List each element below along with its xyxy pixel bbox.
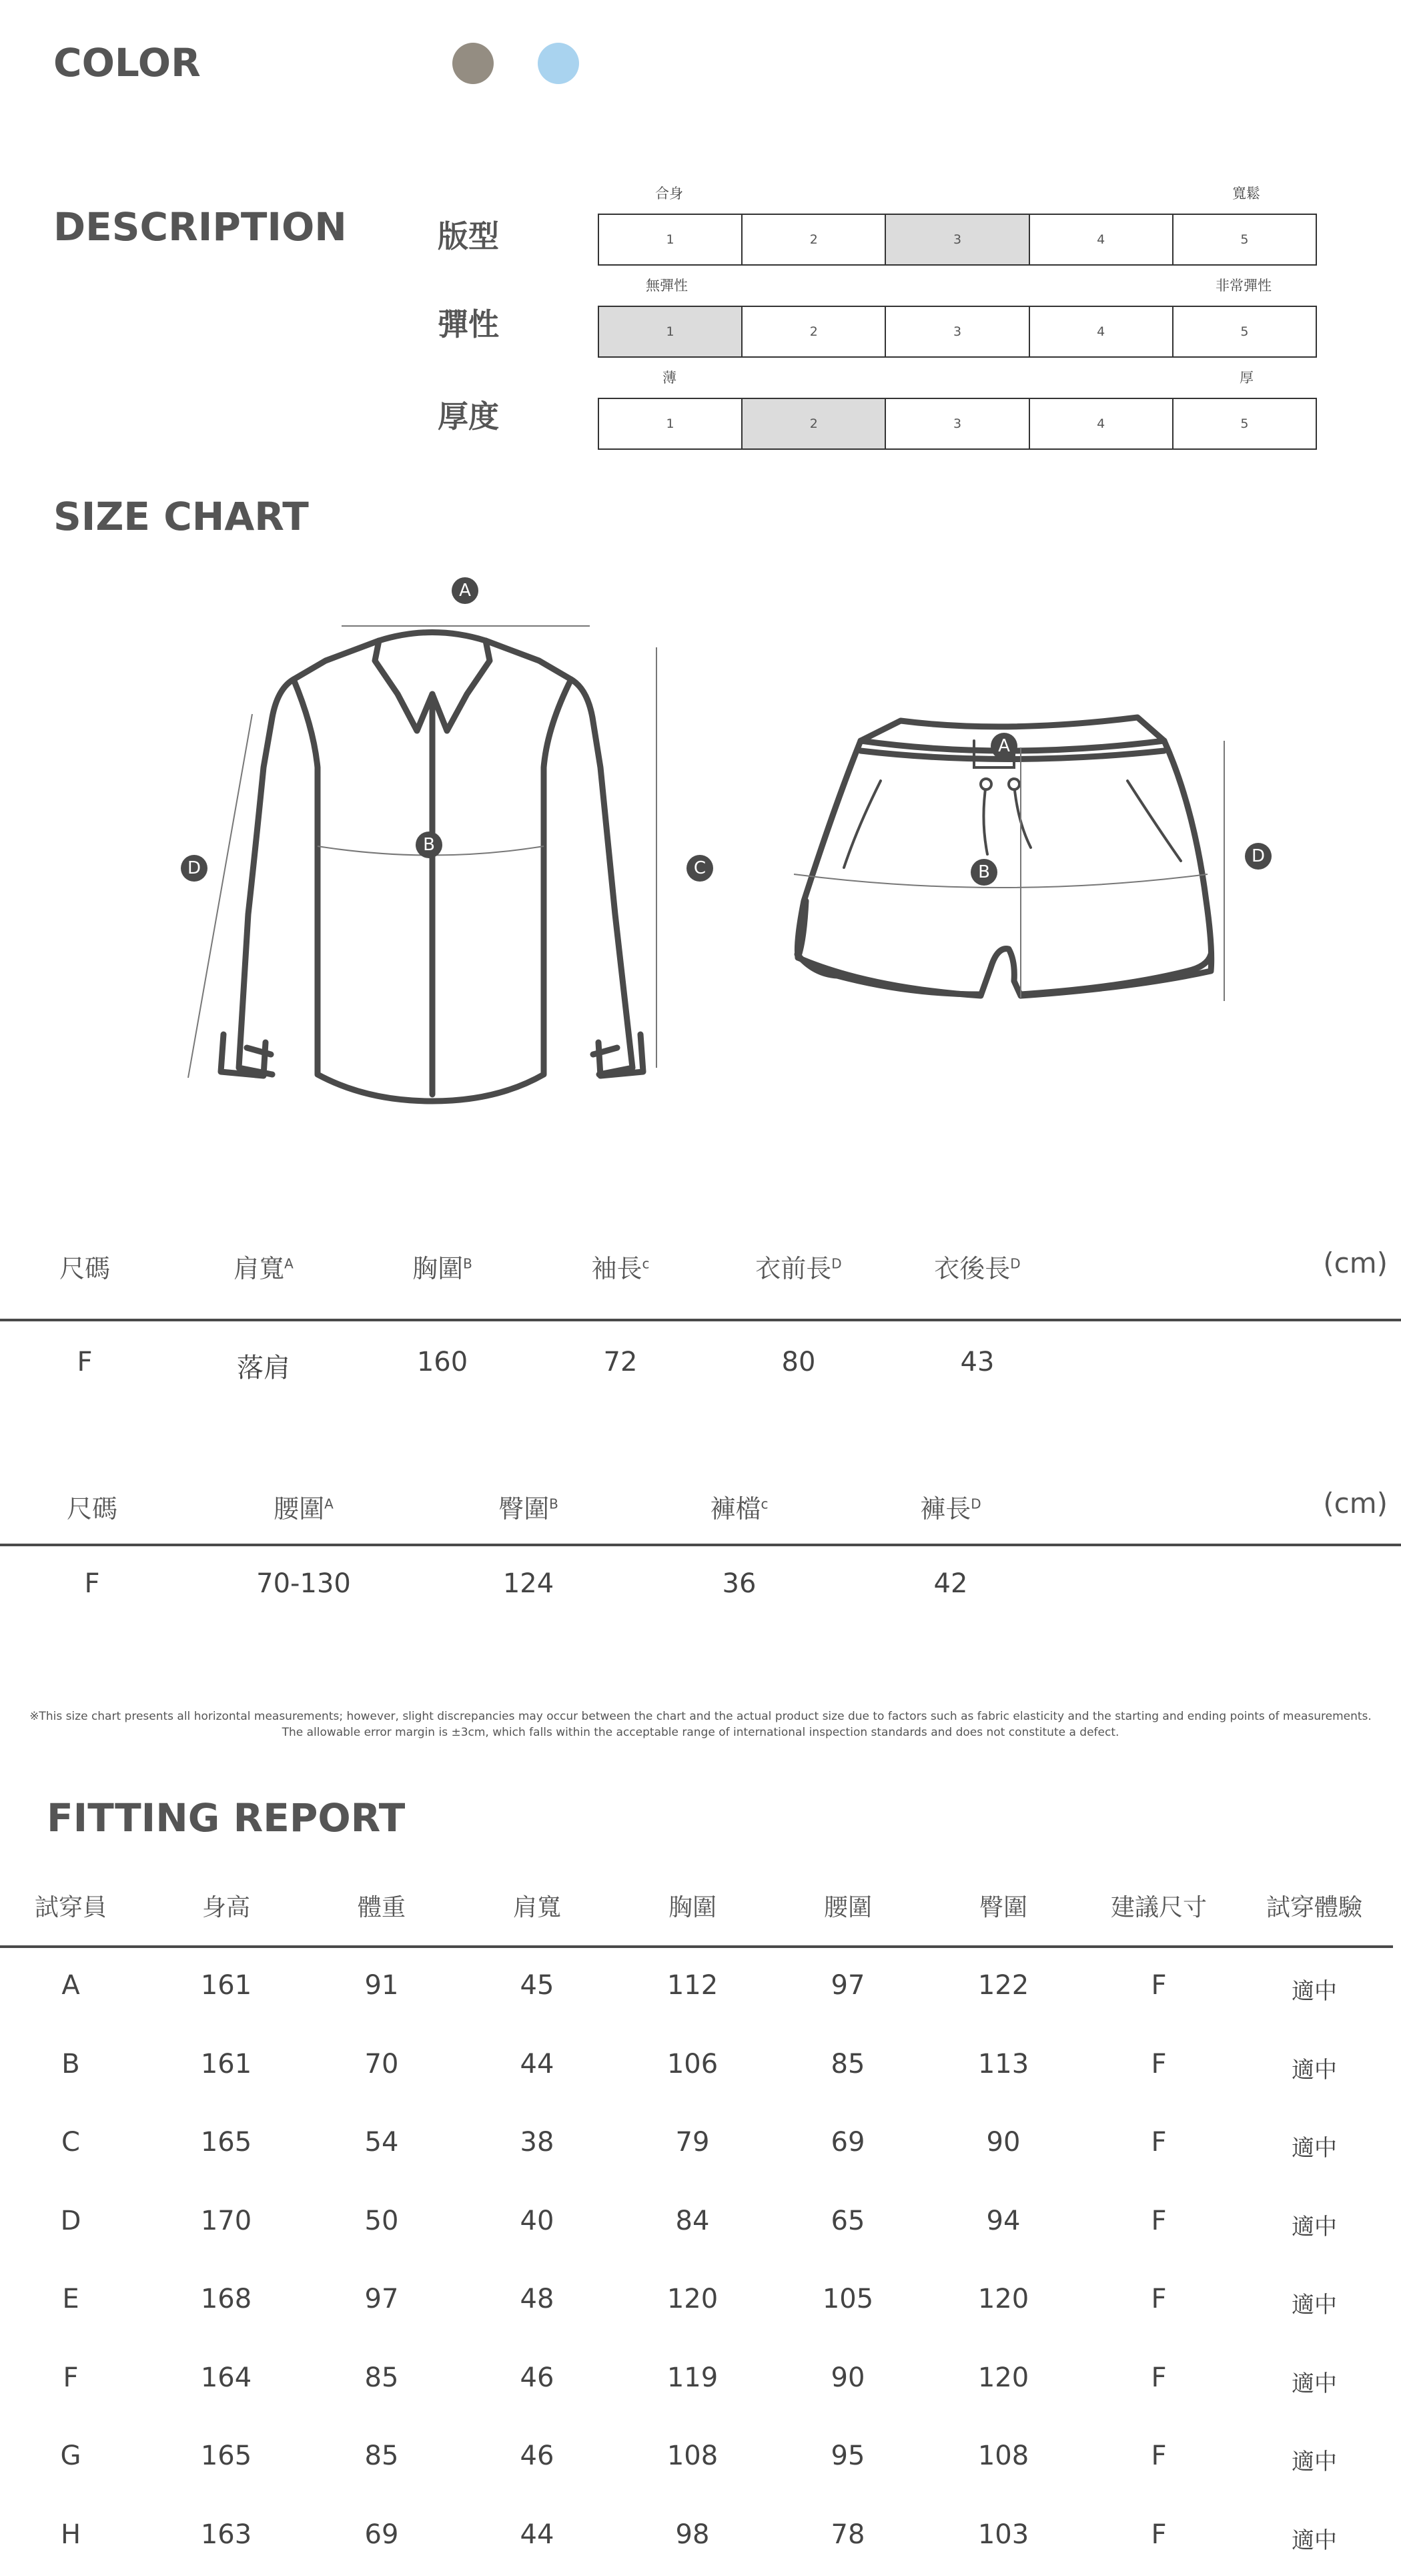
fitting-header-cell: 臀圍 — [979, 1894, 1028, 1921]
fitting-header-cell: 試穿體驗 — [1266, 1894, 1363, 1921]
fitting-cell: 適中 — [1292, 1978, 1337, 2005]
table-header: 尺碼 — [59, 1254, 111, 1283]
scale-high-label: 厚 — [1240, 370, 1254, 386]
fitting-cell: H — [60, 2519, 81, 2550]
marker-a-shorts: A — [991, 733, 1017, 759]
fitting-report-title: FITTING REPORT — [47, 1795, 406, 1841]
scale-label-elasticity: 彈性 — [438, 306, 499, 342]
description-title: DESCRIPTION — [53, 204, 347, 250]
fitting-cell: F — [1151, 2048, 1167, 2079]
fitting-cell: A — [61, 1970, 80, 2001]
fitting-cell: 38 — [520, 2127, 554, 2158]
fitting-cell: B — [61, 2048, 80, 2079]
unit-label: (cm) — [1323, 1487, 1388, 1520]
fitting-cell: 106 — [666, 2048, 719, 2079]
table-header: 臀圍$^B$ — [498, 1494, 558, 1524]
size-note-line2: The allowable error margin is ±3cm, which falls within the acceptable range of international inspection standards and does not constitute a defect. — [282, 1726, 1119, 1739]
fitting-header-cell: 建議尺寸 — [1110, 1894, 1208, 1921]
fitting-cell: 95 — [831, 2441, 865, 2471]
table-header: 胸圍$^B$ — [412, 1254, 472, 1283]
table-header: 袖長$^c$ — [591, 1254, 650, 1283]
fitting-header-cell: 體重 — [357, 1894, 406, 1921]
fitting-cell: 78 — [831, 2519, 865, 2550]
size-diagram — [0, 567, 1401, 1114]
fitting-cell: 適中 — [1292, 2527, 1337, 2554]
fitting-table-divider — [0, 1945, 1393, 1948]
fitting-cell: C — [61, 2127, 80, 2158]
scale-fit — [598, 214, 1317, 266]
scale-cell: 4 — [1030, 307, 1174, 356]
scale-low-label: 無彈性 — [646, 278, 688, 294]
fitting-cell: 85 — [364, 2362, 399, 2393]
fitting-cell: 108 — [977, 2441, 1029, 2471]
table-header: 褲長$^D$ — [920, 1494, 981, 1524]
fitting-cell: 105 — [822, 2284, 874, 2314]
fitting-cell: E — [62, 2284, 79, 2314]
fitting-cell: 97 — [831, 1970, 865, 2001]
fitting-cell: 85 — [364, 2441, 399, 2471]
scale-cell: 2 — [743, 399, 886, 448]
size-note-line1: ※This size chart presents all horizontal measurements; however, slight discrepancies may occur between the chart and the actual product size due to factors such as fabric elasticity and the starting and ending points of measurements. — [29, 1710, 1372, 1723]
table-cell: 落肩 — [237, 1353, 290, 1383]
fitting-cell: F — [1151, 1970, 1167, 2001]
fitting-cell: 45 — [520, 1970, 554, 2001]
fitting-cell: 122 — [977, 1970, 1029, 2001]
table-header: 腰圍$^A$ — [274, 1494, 334, 1524]
fitting-cell: 164 — [200, 2362, 252, 2393]
scale-cell: 3 — [886, 215, 1029, 264]
fitting-cell: 69 — [364, 2519, 399, 2550]
marker-b: B — [416, 832, 442, 858]
table-cell: 36 — [722, 1568, 757, 1599]
fitting-header-cell: 身高 — [201, 1894, 251, 1921]
scale-elasticity — [598, 306, 1317, 358]
marker-c: C — [686, 855, 713, 882]
fitting-cell: 98 — [675, 2519, 710, 2550]
table-divider — [0, 1544, 1401, 1546]
fitting-cell: 120 — [666, 2284, 719, 2314]
table-cell: F — [77, 1347, 93, 1377]
fitting-cell: 69 — [831, 2127, 865, 2158]
fitting-cell: 40 — [520, 2205, 554, 2236]
fitting-cell: 適中 — [1292, 2135, 1337, 2162]
table-cell: 42 — [933, 1568, 968, 1599]
fitting-cell: 170 — [200, 2205, 252, 2236]
fitting-cell: 適中 — [1292, 2370, 1337, 2397]
fitting-cell: 適中 — [1292, 2292, 1337, 2318]
fitting-cell: 161 — [200, 2048, 252, 2079]
scale-cell: 2 — [743, 307, 886, 356]
fitting-cell: 165 — [200, 2441, 252, 2471]
fitting-cell: G — [60, 2441, 81, 2471]
marker-b-shorts: B — [971, 859, 997, 886]
scale-cell: 5 — [1240, 324, 1249, 339]
fitting-cell: 120 — [977, 2284, 1029, 2314]
scale-cell: 4 — [1030, 215, 1174, 264]
fitting-cell: F — [1151, 2127, 1167, 2158]
table-cell: 72 — [603, 1347, 638, 1377]
scale-cell: 1 — [599, 399, 743, 448]
scale-cell: 4 — [1030, 399, 1174, 448]
table-divider — [0, 1319, 1401, 1321]
fitting-cell: 適中 — [1292, 2213, 1337, 2240]
fitting-cell: 適中 — [1292, 2056, 1337, 2083]
fitting-cell: F — [63, 2362, 79, 2393]
table-cell: 70-130 — [256, 1568, 351, 1599]
scale-label-thickness: 厚度 — [438, 398, 499, 434]
fitting-cell: 79 — [675, 2127, 710, 2158]
fitting-cell: 90 — [986, 2127, 1021, 2158]
fitting-cell: 44 — [520, 2519, 554, 2550]
size-chart-title: SIZE CHART — [53, 494, 309, 539]
fitting-cell: 103 — [977, 2519, 1029, 2550]
table-header: 衣後長$^D$ — [934, 1254, 1021, 1283]
scale-cell: 5 — [1240, 232, 1249, 247]
fitting-cell: 90 — [831, 2362, 865, 2393]
marker-a: A — [452, 577, 478, 604]
scale-label-fit: 版型 — [438, 218, 499, 254]
scale-cell: 2 — [743, 215, 886, 264]
table-cell: 124 — [502, 1568, 554, 1599]
color-swatch-light-blue[interactable] — [538, 43, 579, 84]
scale-low-label: 合身 — [655, 186, 683, 202]
table-header: 尺碼 — [66, 1494, 118, 1524]
fitting-cell: 163 — [200, 2519, 252, 2550]
fitting-cell: 97 — [364, 2284, 399, 2314]
table-header: 褲檔$^c$ — [710, 1494, 769, 1524]
scale-cell: 3 — [886, 307, 1029, 356]
scale-thickness — [598, 398, 1317, 450]
table-cell: F — [84, 1568, 100, 1599]
table-header: 衣前長$^D$ — [755, 1254, 842, 1283]
scale-high-label: 寬鬆 — [1232, 186, 1260, 202]
fitting-cell: 84 — [675, 2205, 710, 2236]
fitting-cell: F — [1151, 2441, 1167, 2471]
fitting-cell: 46 — [520, 2441, 554, 2471]
fitting-header-cell: 肩寬 — [512, 1894, 562, 1921]
fitting-cell: 50 — [364, 2205, 399, 2236]
fitting-cell: 70 — [364, 2048, 399, 2079]
scale-cell: 1 — [599, 307, 743, 356]
fitting-cell: 94 — [986, 2205, 1021, 2236]
fitting-cell: 91 — [364, 1970, 399, 2001]
table-cell: 80 — [781, 1347, 816, 1377]
fitting-cell: 165 — [200, 2127, 252, 2158]
fitting-cell: 54 — [364, 2127, 399, 2158]
marker-d-shorts: D — [1245, 843, 1272, 870]
fitting-cell: F — [1151, 2284, 1167, 2314]
marker-d: D — [181, 855, 207, 882]
fitting-header-cell: 腰圍 — [823, 1894, 873, 1921]
scale-cell: 3 — [886, 399, 1029, 448]
table-header: 肩寬$^A$ — [234, 1254, 294, 1283]
fitting-cell: 161 — [200, 1970, 252, 2001]
fitting-cell: F — [1151, 2362, 1167, 2393]
fitting-header-cell: 試穿員 — [34, 1894, 107, 1921]
unit-label: (cm) — [1323, 1247, 1388, 1279]
fitting-cell: 119 — [666, 2362, 719, 2393]
fitting-cell: 108 — [666, 2441, 719, 2471]
fitting-cell: 120 — [977, 2362, 1029, 2393]
fitting-cell: 44 — [520, 2048, 554, 2079]
fitting-cell: 113 — [977, 2048, 1029, 2079]
fitting-cell: F — [1151, 2519, 1167, 2550]
table-cell: 160 — [416, 1347, 468, 1377]
fitting-cell: 112 — [666, 1970, 719, 2001]
fitting-cell: 65 — [831, 2205, 865, 2236]
scale-cell: 1 — [599, 215, 743, 264]
scale-high-label: 非常彈性 — [1216, 278, 1272, 294]
color-title: COLOR — [53, 40, 201, 85]
fitting-cell: 適中 — [1292, 2449, 1337, 2475]
scale-low-label: 薄 — [662, 370, 676, 386]
fitting-cell: 168 — [200, 2284, 252, 2314]
scale-cell: 5 — [1240, 416, 1249, 431]
fitting-cell: 46 — [520, 2362, 554, 2393]
fitting-cell: 85 — [831, 2048, 865, 2079]
color-swatch-taupe[interactable] — [452, 43, 494, 84]
fitting-cell: D — [60, 2205, 81, 2236]
fitting-cell: F — [1151, 2205, 1167, 2236]
table-cell: 43 — [960, 1347, 995, 1377]
fitting-cell: 48 — [520, 2284, 554, 2314]
fitting-header-cell: 胸圍 — [668, 1894, 717, 1921]
